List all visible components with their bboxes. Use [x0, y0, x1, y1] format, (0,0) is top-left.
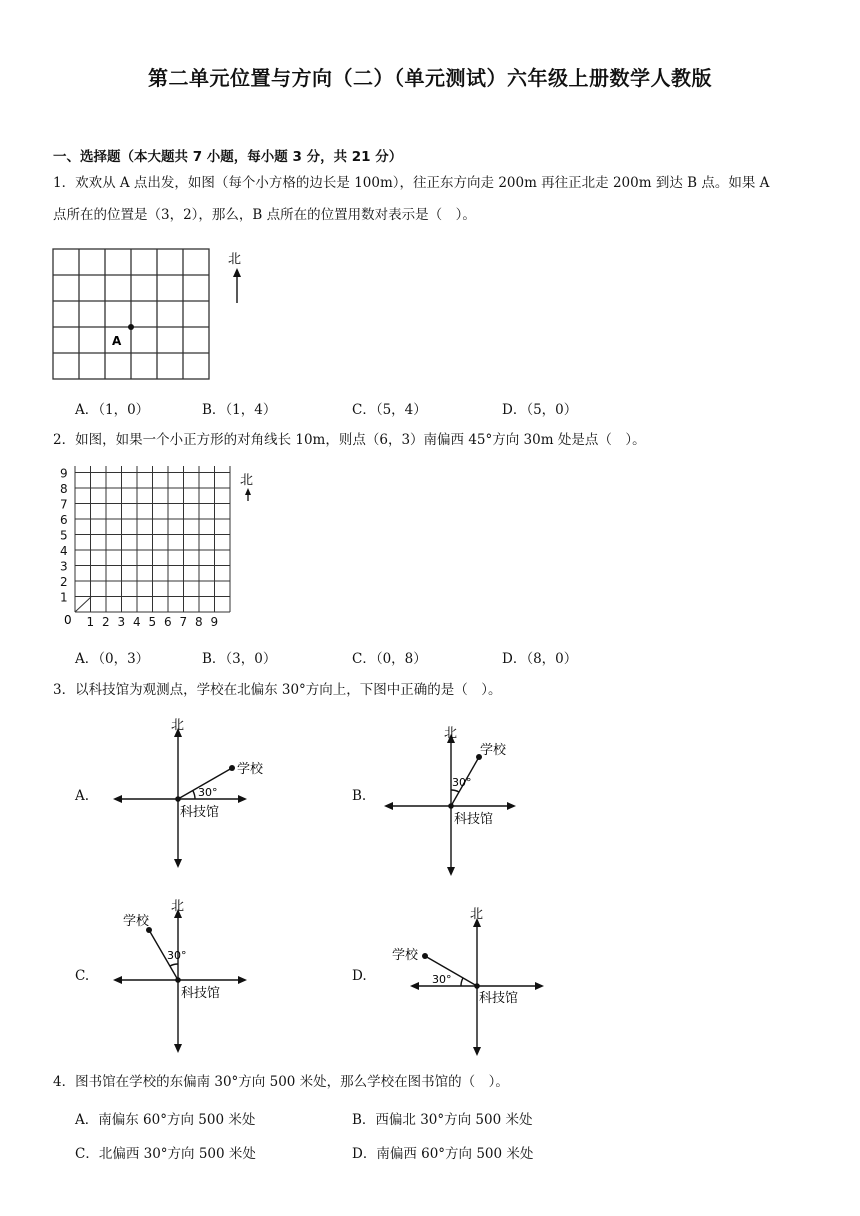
q3-diagram-b	[380, 720, 560, 880]
grid-lines	[53, 249, 209, 379]
q1-option-b[interactable]: B．（1，4）	[202, 402, 277, 418]
coordinate-grid	[75, 466, 230, 612]
q2-option-c[interactable]: C．（0，8）	[352, 651, 427, 667]
center-label: 科技馆	[181, 986, 221, 1001]
q1-option-a[interactable]: A．（1，0）	[75, 402, 150, 418]
y-axis-label: 4	[60, 544, 68, 558]
school-label: 学校	[123, 914, 150, 929]
y-axis-label: 7	[60, 497, 68, 512]
x-axis-label: 9	[210, 615, 219, 629]
question-2-text: 2．如图，如果一个小正方形的对角线长 10m，则点（6，3）南偏西 45°方向 30m 处是点（ ）。	[53, 432, 646, 448]
q1-option-c[interactable]: C．（5，4）	[352, 402, 427, 418]
point-a-label: A	[112, 334, 122, 348]
q1-option-d[interactable]: D．（5，0）	[502, 402, 578, 418]
question-1-line-1: 1．欢欢从 A 点出发，如图（每个小方格的边长是 100m），往正东方向走 200m 再往正北走 200m 到达 B 点。如果 A	[53, 175, 770, 191]
y-axis-label: 9	[60, 466, 68, 481]
question-1-grid-figure	[50, 246, 250, 382]
north-arrow-icon	[245, 488, 251, 501]
y-axis-label: 6	[60, 513, 68, 527]
x-axis-label: 8	[195, 615, 203, 629]
north-label: 北	[171, 718, 185, 733]
x-axis-label: 1	[86, 615, 95, 629]
y-axis-label: 5	[60, 528, 68, 543]
q3-option-c[interactable]: C.	[75, 968, 90, 984]
y-axis-labels	[60, 467, 68, 605]
school-label: 学校	[480, 743, 507, 758]
angle-label: 30°	[452, 776, 472, 789]
question-4-text: 4．图书馆在学校的东偏南 30°方向 500 米处，那么学校在图书馆的（ ）。	[53, 1074, 509, 1090]
north-label: 北	[240, 473, 254, 488]
angle-label: 30°	[167, 949, 187, 962]
q2-option-d[interactable]: D．（8，0）	[502, 651, 578, 667]
q4-option-b[interactable]: B．西偏北 30°方向 500 米处	[352, 1112, 533, 1128]
north-label: 北	[444, 726, 458, 741]
angle-label: 30°	[432, 973, 452, 986]
center-label: 科技馆	[454, 812, 494, 827]
x-axis-label: 3	[117, 615, 126, 629]
q2-option-a[interactable]: A．（0，3）	[75, 651, 150, 667]
q3-option-b[interactable]: B.	[352, 788, 367, 804]
question-2-grid-figure	[50, 466, 270, 636]
q4-option-c[interactable]: C．北偏西 30°方向 500 米处	[75, 1146, 256, 1162]
point-a-dot	[128, 324, 134, 330]
y-axis-label: 2	[60, 575, 68, 589]
q3-diagram-a	[105, 712, 285, 872]
north-arrow-icon	[233, 268, 241, 303]
center-label: 科技馆	[180, 805, 220, 820]
x-axis-label: 7	[179, 615, 188, 629]
x-axis-label: 6	[164, 615, 172, 629]
north-label: 北	[228, 252, 242, 267]
q3-diagram-d	[390, 902, 560, 1064]
x-axis-label: 5	[148, 615, 157, 629]
diagonal-segment	[75, 597, 91, 612]
y-axis-label: 3	[60, 559, 68, 574]
x-axis-labels	[87, 615, 219, 629]
north-label: 北	[171, 899, 185, 914]
x-axis-label: 4	[133, 615, 141, 629]
x-axis-label: 2	[102, 615, 110, 629]
school-label: 学校	[237, 762, 264, 777]
origin-label: 0	[64, 613, 72, 627]
section-heading: 一、选择题（本大题共 7 小题，每小题 3 分，共 21 分）	[53, 149, 403, 165]
q3-diagram-c	[105, 895, 285, 1057]
question-1-line-2: 点所在的位置是（3，2），那么，B 点所在的位置用数对表示是（ ）。	[53, 207, 476, 223]
school-label: 学校	[392, 948, 419, 963]
north-label: 北	[470, 907, 484, 922]
page-title: 第二单元位置与方向（二）（单元测试）六年级上册数学人教版	[148, 66, 712, 90]
question-3-text: 3．以科技馆为观测点，学校在北偏东 30°方向上，下图中正确的是（ ）。	[53, 682, 502, 698]
angle-label: 30°	[198, 786, 218, 799]
q2-option-b[interactable]: B．（3，0）	[202, 651, 277, 667]
y-axis-label: 8	[60, 482, 68, 496]
center-label: 科技馆	[479, 991, 519, 1006]
y-axis-label: 1	[60, 590, 68, 605]
q4-option-a[interactable]: A．南偏东 60°方向 500 米处	[75, 1112, 256, 1128]
q3-option-a[interactable]: A.	[75, 788, 90, 804]
q3-option-d[interactable]: D.	[352, 968, 367, 984]
q4-option-d[interactable]: D．南偏西 60°方向 500 米处	[352, 1146, 534, 1162]
